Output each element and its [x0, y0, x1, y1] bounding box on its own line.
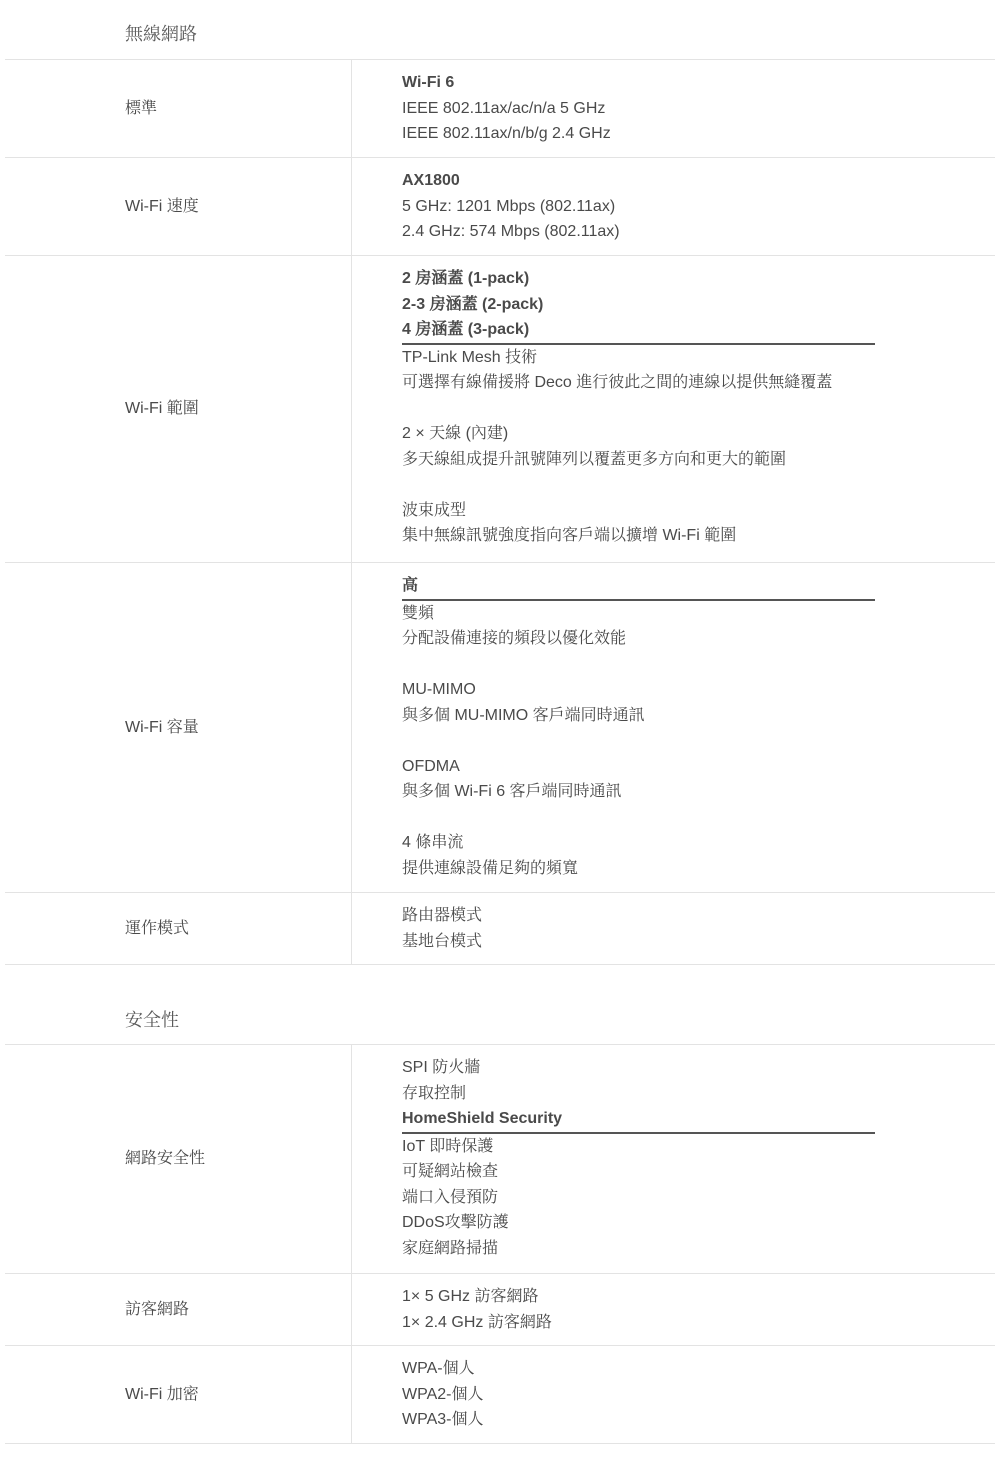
spec-label: 標準 — [125, 99, 158, 117]
spec-label: Wi-Fi 範圍 — [125, 400, 199, 417]
spec-value: OFDMA — [402, 757, 460, 775]
spec-spacer — [402, 652, 875, 678]
spec-values — [402, 573, 875, 881]
spec-value: 2-3 房涵蓋 (2-pack) — [402, 295, 544, 313]
spec-value: HomeShield Security — [402, 1106, 875, 1134]
spec-spacer — [402, 396, 875, 422]
spec-values — [402, 266, 875, 549]
spec-value: 提供連線設備足夠的頻寬 — [402, 859, 579, 877]
spec-value: 分配設備連接的頻段以優化效能 — [402, 630, 627, 647]
column-divider — [351, 1274, 352, 1345]
spec-value: DDoS攻擊防護 — [402, 1214, 509, 1231]
spec-value: 多天線組成提升訊號陣列以覆蓋更多方向和更大的範圍 — [402, 450, 787, 468]
column-divider — [351, 256, 352, 562]
spec-value: 1× 5 GHz 訪客網路 — [402, 1288, 539, 1305]
column-divider — [351, 158, 352, 255]
spec-value: 4 房涵蓋 (3-pack) — [402, 317, 875, 345]
spec-value: IoT 即時保護 — [402, 1137, 494, 1155]
spec-value: TP-Link Mesh 技術 — [402, 348, 538, 366]
spec-values — [402, 903, 875, 954]
spec-values — [402, 1055, 875, 1261]
spec-value: 5 GHz: 1201 Mbps (802.11ax) — [402, 197, 616, 215]
column-divider — [351, 1045, 352, 1273]
spec-label: Wi-Fi 加密 — [125, 1385, 199, 1403]
section-title-wireless: 無線網路 — [125, 24, 197, 44]
spec-value: 高 — [402, 573, 875, 601]
spec-row-operation-mode — [5, 893, 995, 965]
spec-table-security — [5, 1044, 995, 1444]
spec-row-wifi-encryption — [5, 1346, 995, 1444]
spec-row-network-security — [5, 1045, 995, 1274]
spec-label: 運作模式 — [125, 919, 190, 937]
spec-value: 4 條串流 — [402, 834, 464, 851]
spec-value: WPA-個人 — [402, 1360, 475, 1377]
column-divider — [351, 893, 352, 964]
spec-value: 與多個 Wi-Fi 6 客戶端同時通訊 — [402, 783, 622, 800]
spec-value: 2.4 GHz: 574 Mbps (802.11ax) — [402, 223, 620, 240]
spec-row-wifi-speed — [5, 158, 995, 256]
spec-values — [402, 70, 875, 147]
spec-value: Wi-Fi 6 — [402, 74, 455, 91]
column-divider — [351, 563, 352, 892]
spec-value: 存取控制 — [402, 1084, 467, 1102]
spec-value: 2 房涵蓋 (1-pack) — [402, 270, 530, 287]
spec-spacer — [402, 472, 875, 498]
spec-value: WPA2-個人 — [402, 1385, 484, 1403]
spec-value: 雙頻 — [402, 604, 435, 622]
spec-row-wifi-capacity — [5, 563, 995, 893]
spec-value: IEEE 802.11ax/n/b/g 2.4 GHz — [402, 125, 611, 142]
spec-value: 端口入侵預防 — [402, 1188, 499, 1206]
spec-row-guest-network — [5, 1274, 995, 1346]
spec-value: SPI 防火牆 — [402, 1059, 481, 1076]
spec-value: 波束成型 — [402, 501, 467, 519]
spec-label: Wi-Fi 速度 — [125, 197, 199, 215]
spec-value: 1× 2.4 GHz 訪客網路 — [402, 1313, 552, 1331]
spec-value: 可疑網站檢查 — [402, 1163, 499, 1180]
spec-label: 訪客網路 — [125, 1300, 190, 1318]
spec-value: 2 × 天線 (內建) — [402, 425, 509, 442]
spec-values — [402, 168, 875, 245]
spec-label: Wi-Fi 容量 — [125, 718, 199, 736]
spec-spacer — [402, 728, 875, 754]
spec-value: 與多個 MU-MIMO 客戶端同時通訊 — [402, 706, 645, 724]
spec-value: 路由器模式 — [402, 907, 483, 924]
spec-spacer — [402, 805, 875, 831]
spec-value: 可選擇有線備援將 Deco 進行彼此之間的連線以提供無縫覆蓋 — [402, 374, 833, 391]
spec-value: 基地台模式 — [402, 932, 483, 950]
spec-value: 家庭網路掃描 — [402, 1239, 499, 1257]
spec-row-standard — [5, 60, 995, 158]
spec-value: WPA3-個人 — [402, 1411, 484, 1428]
spec-values — [402, 1356, 875, 1433]
spec-value: AX1800 — [402, 172, 460, 189]
spec-value: MU-MIMO — [402, 681, 476, 698]
spec-table-wireless — [5, 59, 995, 965]
spec-values — [402, 1284, 875, 1335]
spec-row-wifi-range — [5, 256, 995, 563]
column-divider — [351, 60, 352, 157]
spec-label: 網路安全性 — [125, 1150, 206, 1167]
spec-value: IEEE 802.11ax/ac/n/a 5 GHz — [402, 99, 606, 117]
spec-value: 集中無線訊號強度指向客戶端以擴增 Wi-Fi 範圍 — [402, 527, 737, 544]
section-title-security: 安全性 — [125, 1010, 179, 1030]
column-divider — [351, 1346, 352, 1443]
